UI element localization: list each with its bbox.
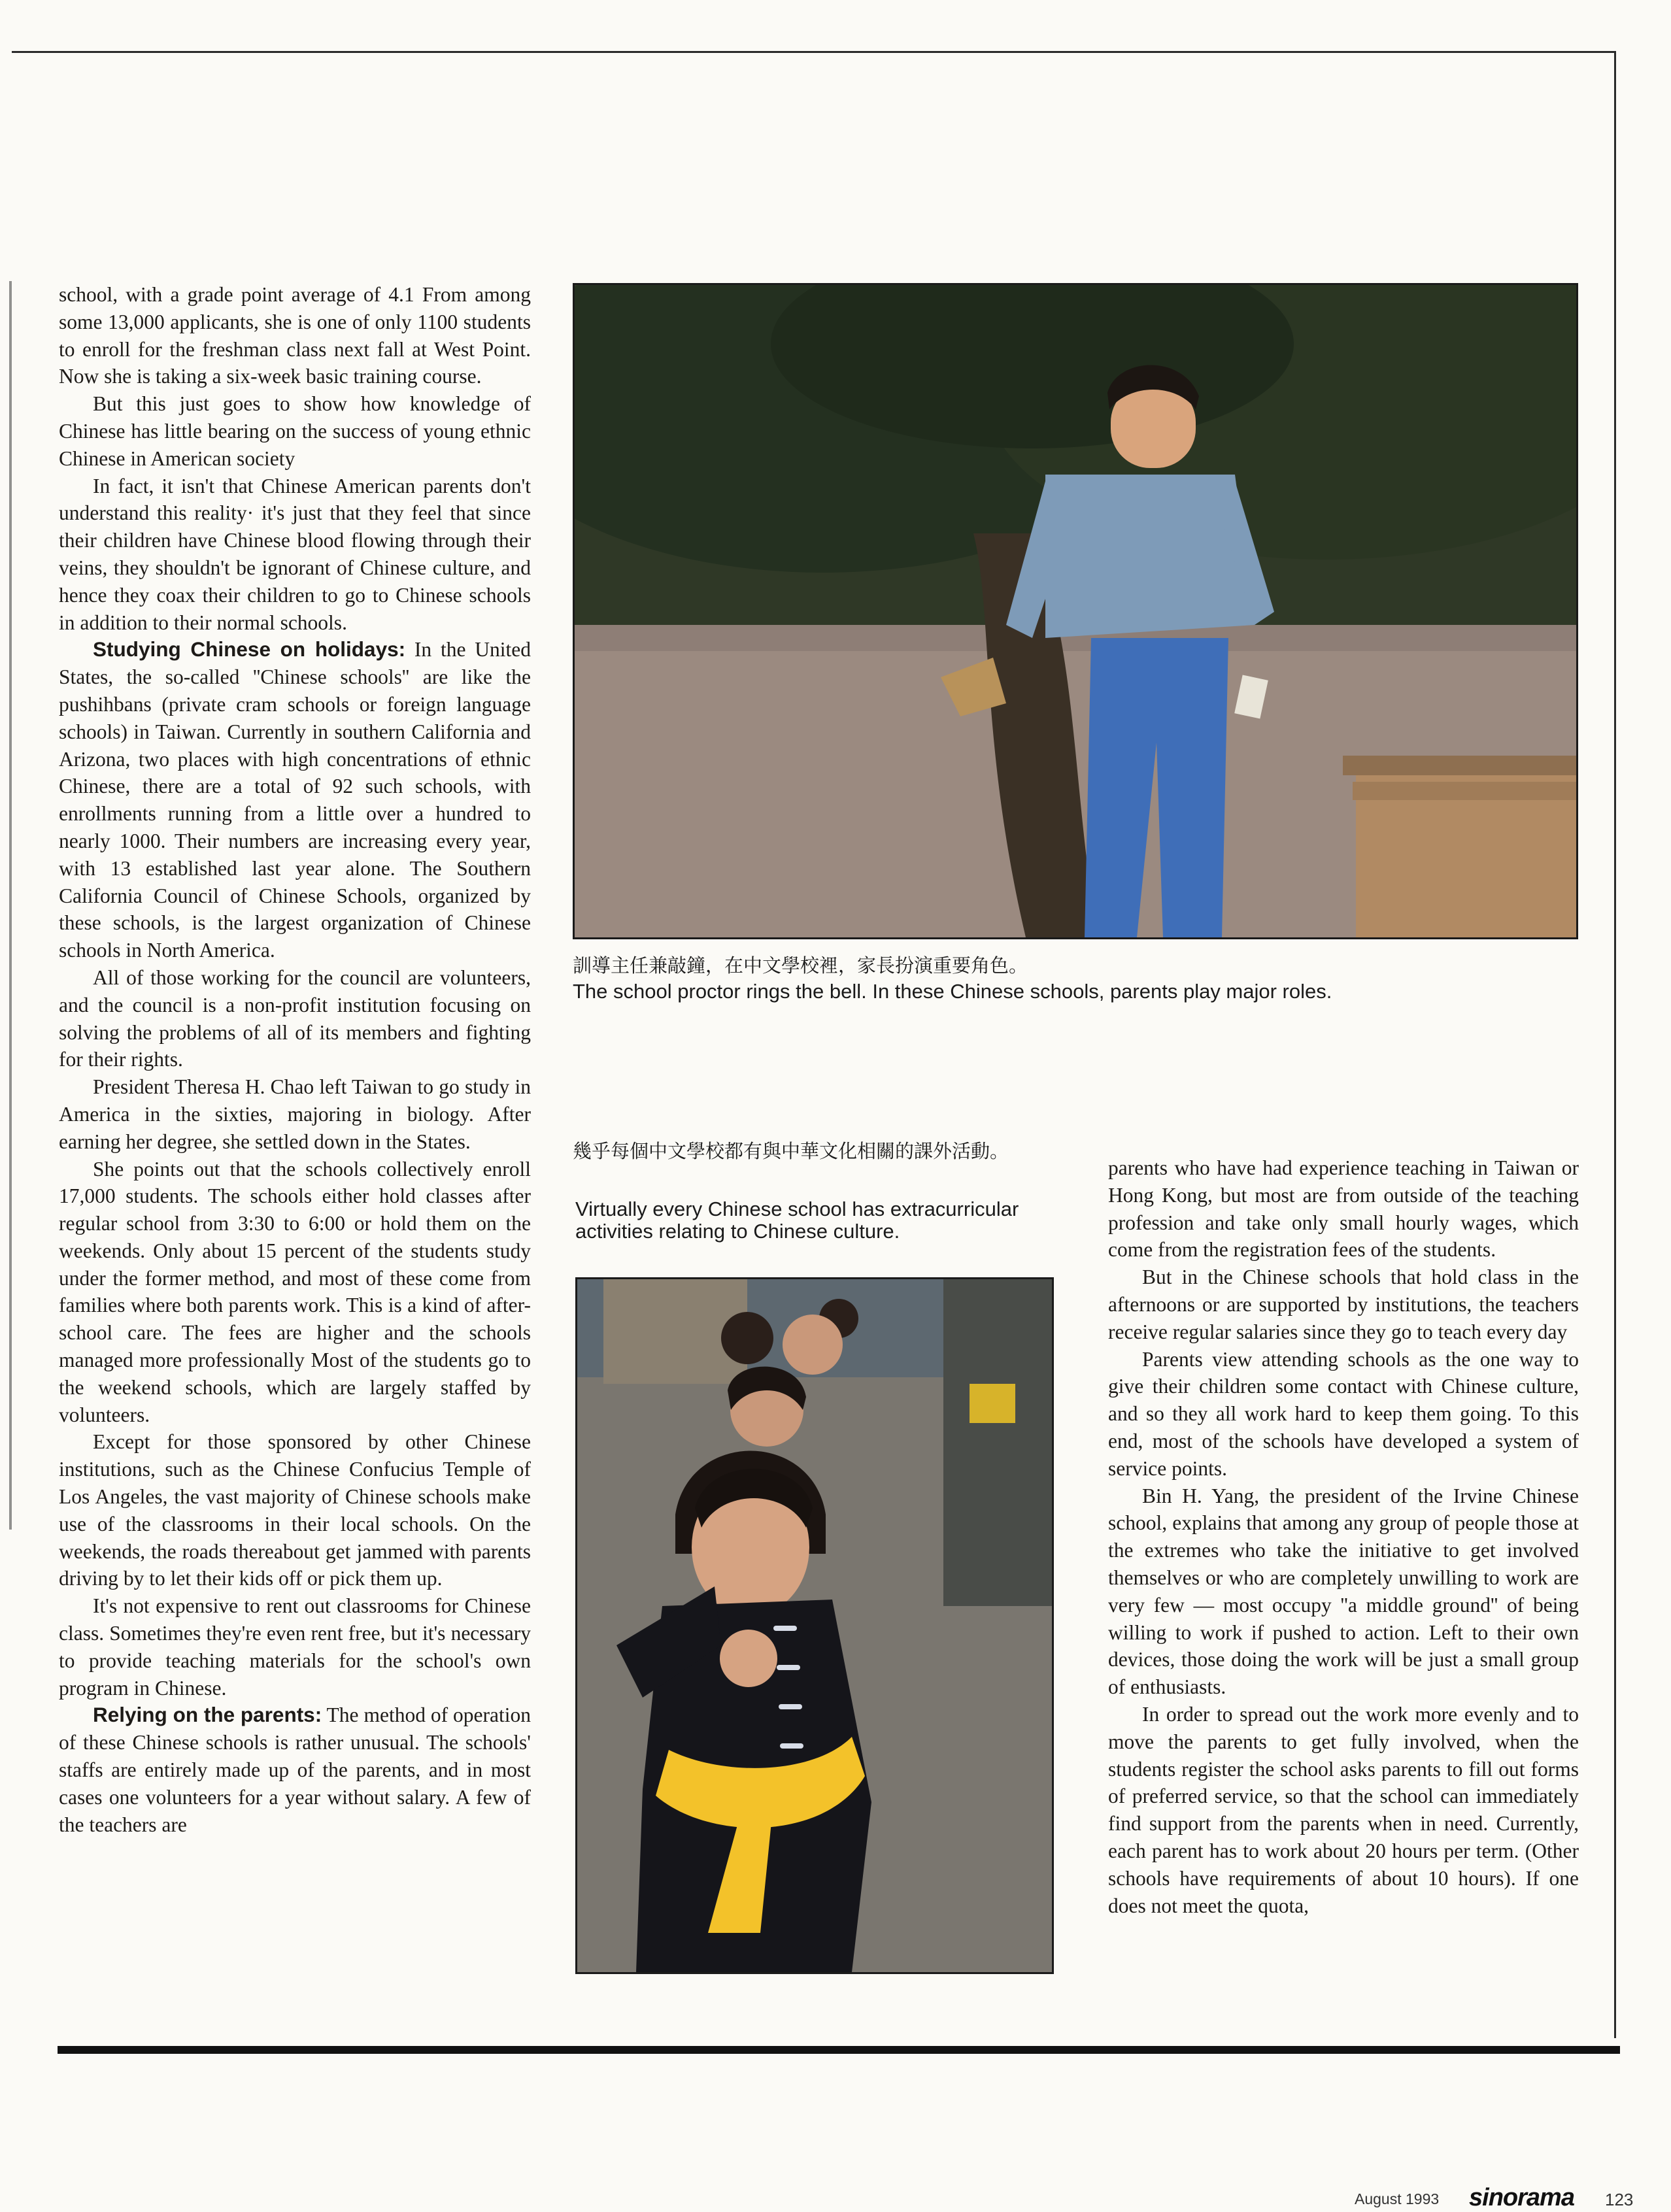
paragraph: In fact, it isn't that Chinese American parents don't understand this reality· it's just that they feel that since their children have Chinese blood flowing through their veins, they shouldn't be ignorant of Chinese culture, and hence they coax their children to go to Chinese schools in addition to their normal schools.: [59, 474, 531, 634]
kung-fu-photo-illustration: [577, 1279, 1052, 1972]
bottom-rule: [58, 2046, 1620, 2054]
kung-fu-students-photo: [575, 1277, 1054, 1974]
bottom-photo-caption-chinese: 幾乎每個中文學校都有與中華文化相關的課外活動。: [573, 1140, 1009, 1162]
proctor-photo-illustration: [575, 285, 1576, 937]
page-number: 123: [1605, 2190, 1634, 2209]
paragraph-text: In the United States, the so-called ''Chinese schools'' are like the pushihbans (private cram schools or foreign language schools) in Taiwan. Currently in southern California and Arizona, two places with high concentrations of ethnic Chinese, there are a total of 92 such schools, with enrollments running from a little over a hundred to nearly 1000. Their numbers are increasing every year, with 13 established last year alone. The Southern California Council of Chinese Schools, organized by these schools, is the largest organization of Chinese schools in North America.: [59, 638, 531, 962]
frame-right-rule: [1614, 51, 1616, 2038]
article-column-right: [1108, 1154, 1579, 1919]
top-photo-caption-chinese: 訓導主任兼敲鐘，在中文學校裡，家長扮演重要角色。: [573, 954, 1028, 977]
paragraph-text: The method of operation of these Chinese schools is rather unusual. The schools' staffs are entirely made up of the parents, and in most cases one volunteers for a year without salary. A few of the teachers are: [59, 1703, 531, 1836]
paragraph-with-subhead: [59, 636, 531, 964]
paragraph: But in the Chinese schools that hold class in the afternoons or are supported by institutions, the teachers receive regular salaries since they go to teach every day: [1108, 1265, 1579, 1343]
top-photo-caption-english: The school proctor rings the bell. In these Chinese schools, parents play major roles.: [573, 980, 1332, 1003]
paragraph: But this just goes to show how knowledge of Chinese has little bearing on the success of young ethnic Chinese in American society: [59, 392, 531, 470]
issue-date: August 1993: [1355, 2190, 1440, 2207]
magazine-logo: sinorama: [1469, 2184, 1574, 2211]
subhead: Relying on the parents:: [93, 1703, 322, 1727]
paragraph: parents who have had experience teaching in Taiwan or Hong Kong, but most are from outside of the teaching profession and take only small hourly wages, which come from the registration fees of the students.: [1108, 1156, 1579, 1262]
subhead: Studying Chinese on holidays:: [93, 637, 406, 662]
paragraph: It's not expensive to rent out classrooms for Chinese class. Sometimes they're even rent free, but it's necessary to provide teaching materials for the school's own program in Chinese.: [59, 1594, 531, 1700]
paragraph: school, with a grade point average of 4.1 From among some 13,000 applicants, she is one of only 1100 students to enroll for the freshman class next fall at West Point. Now she is taking a six-week basic training course.: [59, 283, 531, 388]
article-column-left: [59, 281, 531, 1838]
paragraph: In order to spread out the work more evenly and to move the parents to get fully involved, when the students register the school asks parents to fill out forms of preferred service, so that the school can immediately find support from the parents when in need. Currently, each parent has to work about 20 hours per term. (Other schools have requirements of about 10 hours). If one does not meet the quota,: [1108, 1702, 1579, 1917]
paragraph: Parents view attending schools as the one way to give their children some contact with Chinese culture, and so they all work hard to keep them going. To this end, most of the schools have developed a system of service points.: [1108, 1347, 1579, 1480]
paragraph: Bin H. Yang, the president of the Irvine Chinese school, explains that among any group of people those at the extremes who take the initiative to get involved themselves or who are completely unwilling to work are very few — most occupy ''a middle ground'' of being willing to work if pushed to action. Left to their own devices, those doing the work will be just a small group of enthusiasts.: [1108, 1484, 1579, 1699]
paragraph: Except for those sponsored by other Chinese institutions, such as the Chinese Confucius Temple of Los Angeles, the vast majority of Chinese schools make use of the classrooms in their local schools. On the weekends, the roads thereabout get jammed with parents driving by to let their kids off or pick them up.: [59, 1430, 531, 1590]
paragraph: President Theresa H. Chao left Taiwan to go study in America in the sixties, majoring in biology. After earning her degree, she settled down in the States.: [59, 1075, 531, 1153]
proctor-ringing-bell-photo: [573, 283, 1578, 939]
frame-top-rule: [12, 51, 1615, 53]
paragraph: All of those working for the council are volunteers, and the council is a non-profit institution focusing on solving the problems of all of its members and fighting for their rights.: [59, 965, 531, 1071]
paragraph: She points out that the schools collectively enroll 17,000 students. The schools either hold classes after regular school from 3:30 to 6:00 or hold them on the weekends. Only about 15 percent of the students study under the former method, and most of these come from families where both parents work. This is a kind of after-school care. The fees are higher and the schools managed more professionally Most of the students go to the weekend schools, which are largely staffed by volunteers.: [59, 1157, 531, 1426]
bottom-photo-caption-english: Virtually every Chinese school has extracurricular activities relating to Chinese culture.: [575, 1198, 1019, 1243]
paragraph-with-subhead: [59, 1701, 531, 1838]
frame-left-rule: [9, 281, 12, 1530]
